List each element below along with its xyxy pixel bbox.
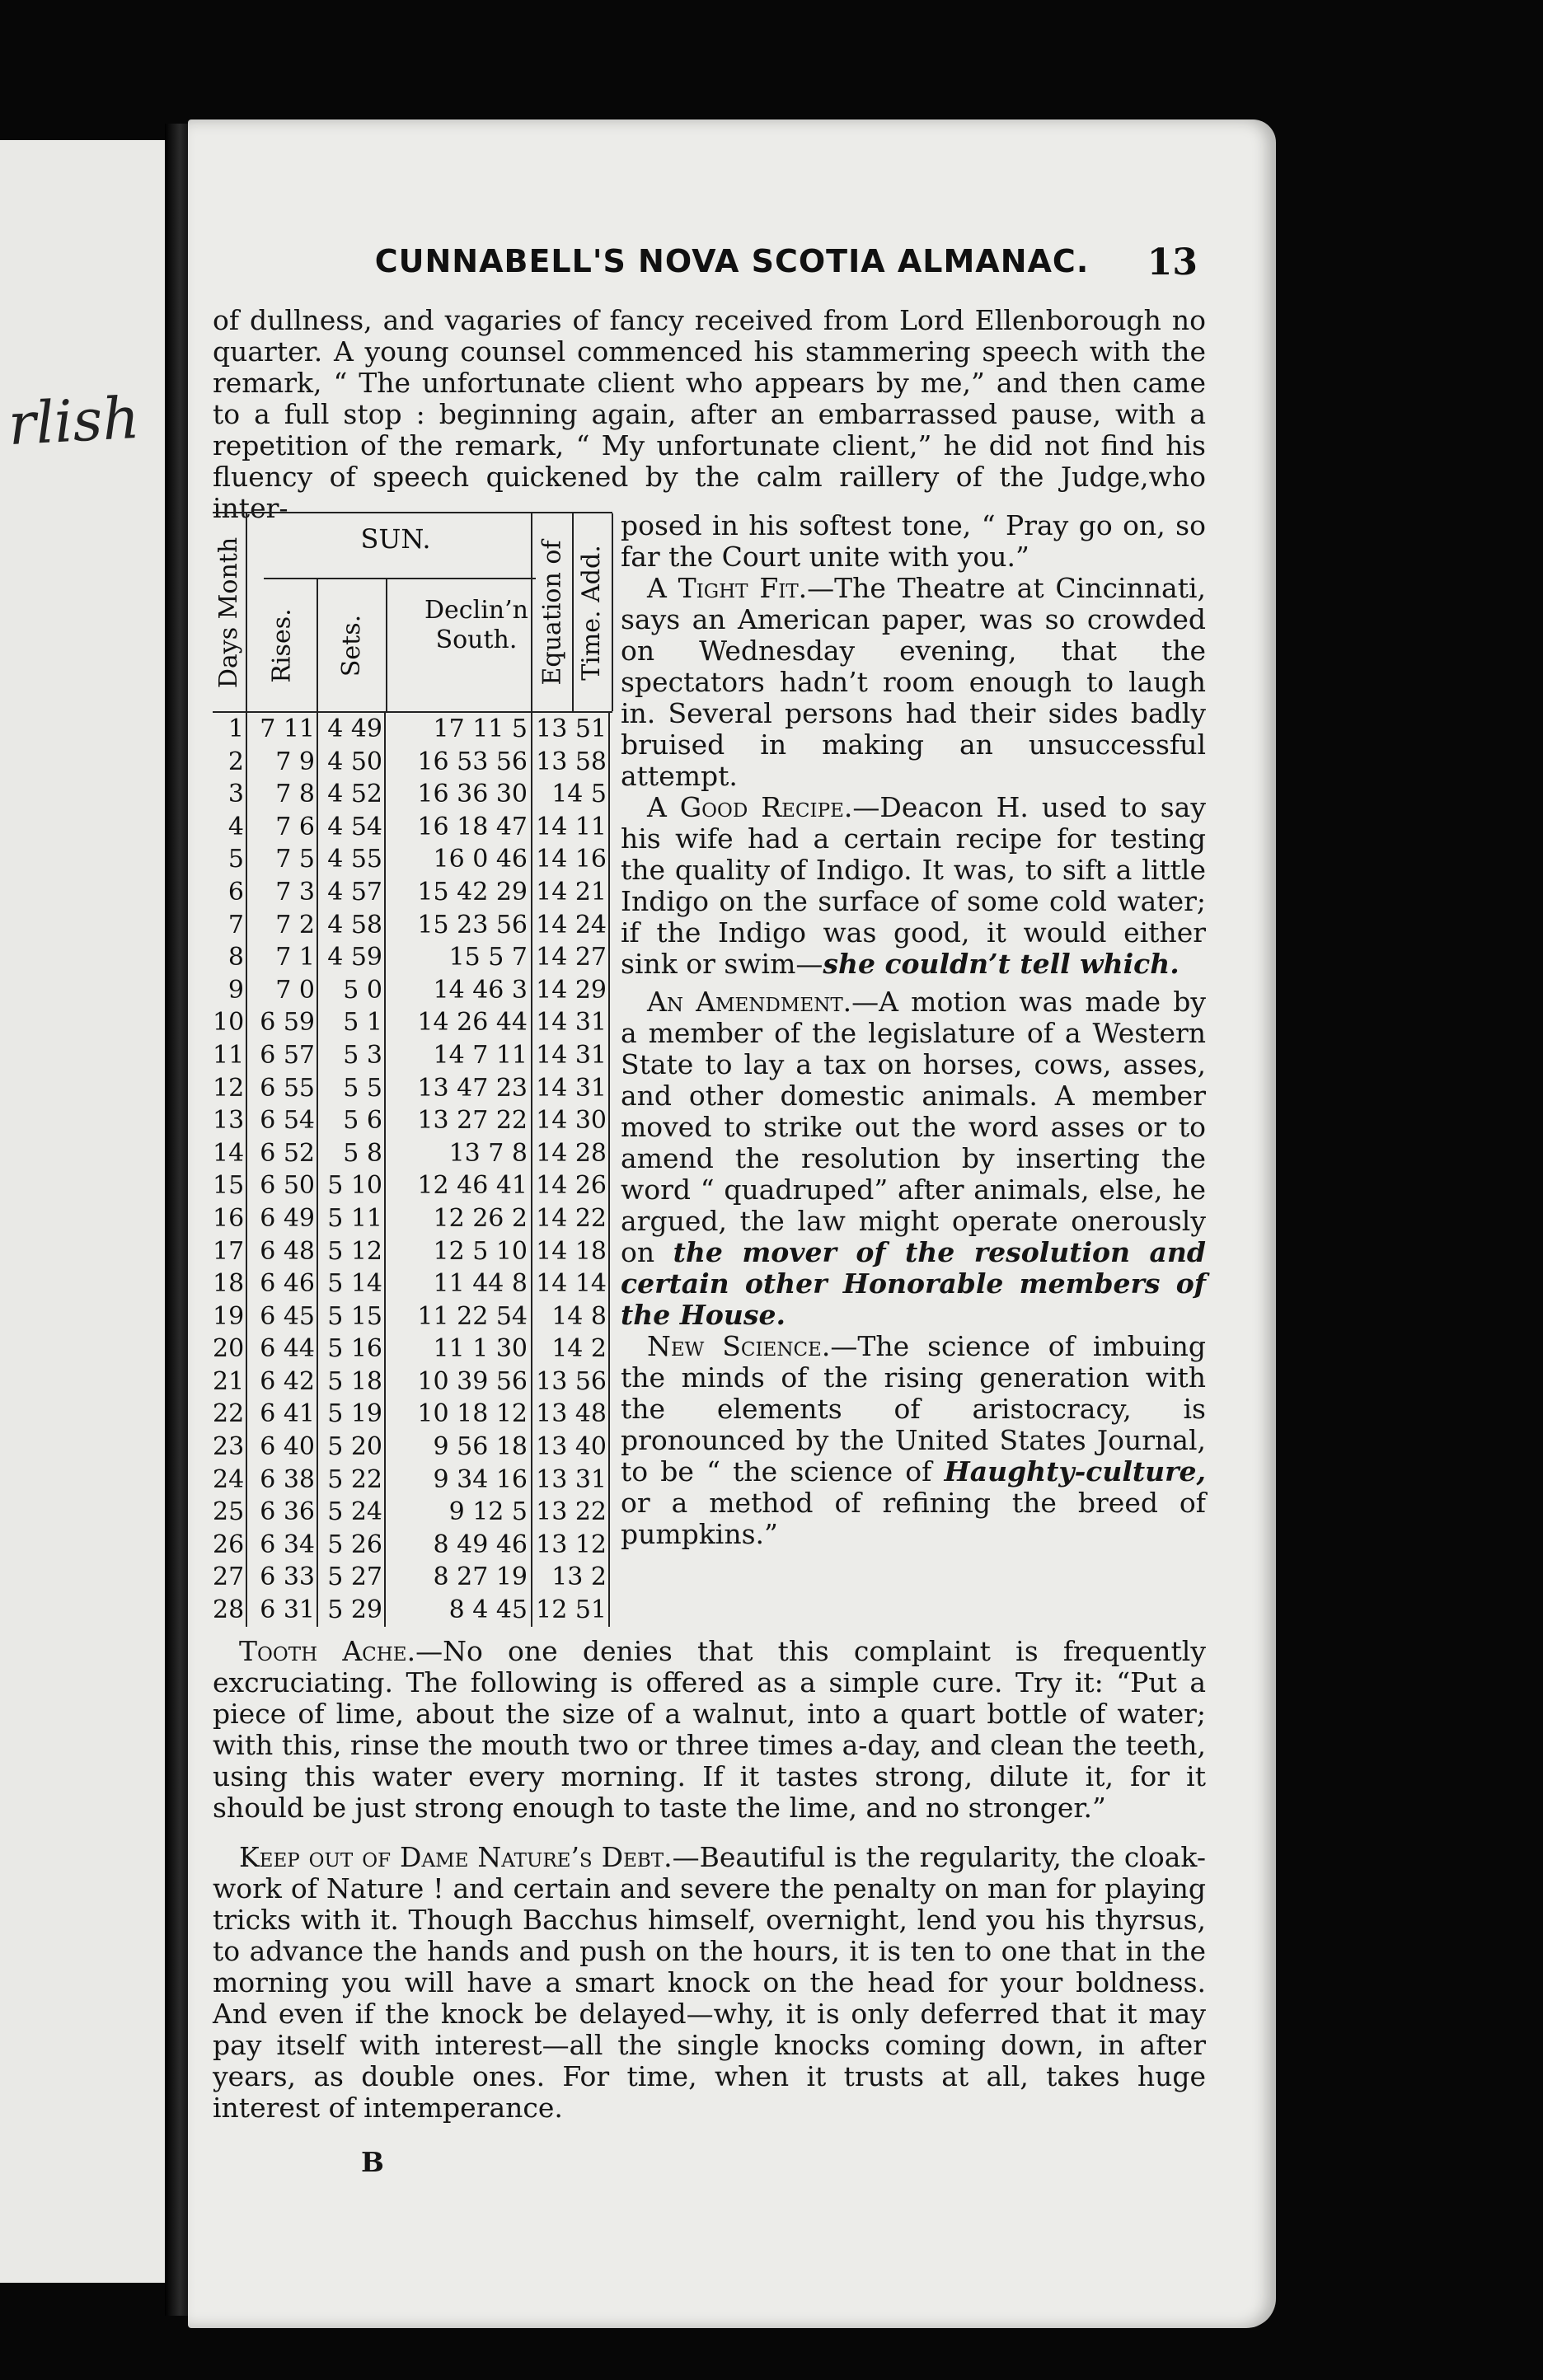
rises-cell: 6 57 — [260, 1040, 315, 1070]
sun-table — [213, 512, 612, 1627]
rises-cell: 7 0 — [275, 975, 315, 1005]
sets-cell: 4 59 — [317, 941, 384, 974]
declination-cell: 12 5 10 — [384, 1235, 531, 1268]
signature-mark: B — [361, 2146, 384, 2178]
declination-cell: 9 12 5 — [384, 1496, 531, 1529]
equation-cell: 13 31 — [531, 1464, 610, 1497]
article-good-recipe: A Good Recipe.—Deacon H. used to say his wife had a certain recipe for testing the quality of Indigo. It was, to sift a little Indigo on the surface of some cold water; if the Indigo was good, it would either sink or swim—she couldn’t tell which. — [621, 791, 1206, 980]
equation-cell: 13 2 — [531, 1561, 610, 1594]
day-cell: 23 — [213, 1431, 247, 1464]
sets-cell: 5 12 — [317, 1235, 384, 1268]
declination-cell: 14 46 3 — [384, 974, 531, 1007]
table-row — [213, 746, 612, 779]
equation-cell: 13 22 — [531, 1496, 610, 1529]
declination-cell: 8 27 19 — [384, 1561, 531, 1594]
table-row — [213, 1300, 612, 1333]
article-tooth-ache: Tooth Ache.—No one denies that this complaint is frequently excruciating. The following is offered as a simple cure. Try it: “Put a piece of lime, about the size of a walnut, into a quart bottle of water; with this, rinse the mouth two or three times a-day, and clean the teeth, using this water every morning. If it tastes strong, dilute it, for it should be just strong enough to taste the lime, and no stronger.” — [213, 1635, 1206, 1824]
equation-cell: 14 16 — [531, 843, 610, 876]
page-number: 13 — [1147, 241, 1198, 283]
table-row — [213, 1104, 612, 1137]
table-row — [213, 909, 612, 942]
sun-header: SUN. — [360, 523, 431, 555]
equation-cell: 14 21 — [531, 876, 610, 909]
rises-cell: 7 9 — [275, 747, 315, 776]
sets-cell: 5 26 — [317, 1529, 384, 1562]
declination-header: Declin’n South. — [424, 596, 528, 654]
article-dame-nature: Keep out of Dame Nature’s Debt.—Beautiful is the regularity, the cloak-work of Nature ! and certain and severe the penalty on man for playing tricks with it. Though Bacchus himself, overnight, lend you his thyrsus, to advance the hands and push on the hours, it is ten to one that in the morning you will have a smart knock on the head for your boldness. And even if the knock be delayed—why, it is only deferred that it may pay itself with interest—all the single knocks coming down, in after years, as double ones. For time, when it trusts at all, takes huge interest of intemperance. — [213, 1841, 1206, 2124]
rises-header: Rises. — [267, 607, 297, 683]
equation-cell: 14 26 — [531, 1169, 610, 1202]
sets-cell: 5 19 — [317, 1398, 384, 1431]
rises-cell: 6 45 — [260, 1301, 315, 1331]
equation-cell: 13 40 — [531, 1431, 610, 1464]
table-row — [213, 1398, 612, 1431]
paragraph-ellenborough: of dullness, and vagaries of fancy received from Lord Ellenborough no quarter. A young counsel commenced his stammering speech with the remark, “ The unfortunate client who appears by me,” and then came to a full stop : beginning again, after an embarrassed pause, with a repetition of the remark, “ My unfortunate client,” he did not find his fluency of speech quickened by the calm raillery of the Judge,who inter- — [213, 304, 1206, 524]
table-row — [213, 1137, 612, 1170]
declination-cell: 15 23 56 — [384, 909, 531, 942]
table-row — [213, 1072, 612, 1105]
left-page-edge — [0, 140, 170, 2283]
equation-cell: 14 28 — [531, 1137, 610, 1170]
day-cell: 28 — [213, 1594, 247, 1627]
declination-cell: 8 49 46 — [384, 1529, 531, 1562]
rises-cell: 6 44 — [260, 1334, 315, 1364]
day-cell: 25 — [213, 1496, 247, 1529]
tight-fit-title: A Tight Fit. — [647, 572, 808, 604]
equation-cell: 14 29 — [531, 974, 610, 1007]
sets-cell: 5 5 — [317, 1072, 384, 1105]
day-cell: 17 — [213, 1235, 247, 1268]
day-cell: 16 — [213, 1202, 247, 1235]
declination-cell: 11 44 8 — [384, 1267, 531, 1300]
equation-cell: 13 51 — [531, 713, 610, 746]
day-cell: 5 — [213, 843, 247, 876]
equation-cell: 12 51 — [531, 1594, 610, 1627]
declination-cell: 13 27 22 — [384, 1104, 531, 1137]
rises-cell: 7 2 — [275, 910, 315, 939]
declination-cell: 16 0 46 — [384, 843, 531, 876]
equation-cell: 14 18 — [531, 1235, 610, 1268]
equation-cell: 13 56 — [531, 1366, 610, 1398]
rises-cell: 6 40 — [260, 1432, 315, 1462]
equation-cell: 14 14 — [531, 1267, 610, 1300]
rises-cell: 6 34 — [260, 1530, 315, 1559]
table-row — [213, 713, 612, 746]
table-row — [213, 1464, 612, 1497]
table-row — [213, 778, 612, 811]
running-title: CUNNABELL'S NOVA SCOTIA ALMANAC. — [374, 243, 1090, 279]
day-cell: 21 — [213, 1366, 247, 1398]
day-cell: 14 — [213, 1137, 247, 1170]
sets-cell: 5 29 — [317, 1594, 384, 1627]
rises-cell: 7 1 — [275, 943, 315, 972]
declination-cell: 12 26 2 — [384, 1202, 531, 1235]
equation-cell: 14 31 — [531, 1072, 610, 1105]
day-cell: 9 — [213, 974, 247, 1007]
day-cell: 4 — [213, 811, 247, 844]
declination-cell: 11 1 30 — [384, 1333, 531, 1366]
equation-cell: 14 31 — [531, 1039, 610, 1072]
rises-cell: 7 3 — [275, 877, 315, 907]
day-cell: 11 — [213, 1039, 247, 1072]
rises-cell: 6 54 — [260, 1106, 315, 1136]
rises-cell: 6 38 — [260, 1464, 315, 1494]
sets-cell: 4 57 — [317, 876, 384, 909]
rises-cell: 6 48 — [260, 1236, 315, 1266]
paragraph-ellenborough-cont: posed in his softest tone, “ Pray go on, so far the Court unite with you.” — [621, 509, 1206, 573]
sets-cell: 5 14 — [317, 1267, 384, 1300]
declination-cell: 13 47 23 — [384, 1072, 531, 1105]
article-amendment: An Amendment.—A motion was made by a member of the legislature of a Western State to lay a tax on horses, cows, asses, and other domestic animals. A member moved to strike out the word asses or to amend the resolution by inserting the word “ quadruped” after animals, else, he argued, the law might operate onerously on the mover of the resolution and certain other Honorable members of the House. — [621, 986, 1206, 1331]
time-add-header: Time. Add. — [570, 513, 613, 711]
equation-cell: 14 31 — [531, 1006, 610, 1039]
table-row — [213, 811, 612, 844]
declination-cell: 16 53 56 — [384, 746, 531, 779]
equation-cell: 13 48 — [531, 1398, 610, 1431]
dame-nature-title: Keep out of Dame Nature’s Debt. — [239, 1841, 673, 1873]
day-cell: 8 — [213, 941, 247, 974]
declination-cell: 13 7 8 — [384, 1137, 531, 1170]
equation-cell: 14 5 — [531, 778, 610, 811]
day-cell: 27 — [213, 1561, 247, 1594]
sets-header: Sets. — [317, 579, 387, 711]
table-row — [213, 1202, 612, 1235]
sets-cell: 5 27 — [317, 1561, 384, 1594]
sets-cell: 4 49 — [317, 713, 384, 746]
table-row — [213, 1235, 612, 1268]
days-month-header: Days Month — [213, 513, 247, 711]
rises-cell: 6 55 — [260, 1073, 315, 1103]
declination-cell: 17 11 5 — [384, 713, 531, 746]
table-row — [213, 1333, 612, 1366]
sets-cell: 4 54 — [317, 811, 384, 844]
sets-cell: 5 8 — [317, 1137, 384, 1170]
sets-cell: 5 24 — [317, 1496, 384, 1529]
table-row — [213, 1496, 612, 1529]
rises-cell: 7 5 — [275, 845, 315, 874]
tooth-ache-title: Tooth Ache. — [239, 1635, 416, 1667]
sets-cell: 5 6 — [317, 1104, 384, 1137]
rises-cell: 6 41 — [260, 1399, 315, 1429]
table-row — [213, 941, 612, 974]
rises-cell: 7 8 — [275, 780, 315, 809]
handwritten-fragment: rlish — [6, 383, 142, 459]
sets-cell: 5 18 — [317, 1366, 384, 1398]
declination-cell: 12 46 41 — [384, 1169, 531, 1202]
day-cell: 19 — [213, 1300, 247, 1333]
declination-cell: 16 18 47 — [384, 811, 531, 844]
day-cell: 10 — [213, 1006, 247, 1039]
declination-cell: 14 7 11 — [384, 1039, 531, 1072]
day-cell: 1 — [213, 713, 247, 746]
declination-cell: 15 42 29 — [384, 876, 531, 909]
equation-cell: 13 58 — [531, 746, 610, 779]
table-row — [213, 876, 612, 909]
good-recipe-title: A Good Recipe. — [647, 791, 853, 823]
sets-cell: 5 22 — [317, 1464, 384, 1497]
table-row — [213, 1039, 612, 1072]
day-cell: 12 — [213, 1072, 247, 1105]
sets-cell: 5 11 — [317, 1202, 384, 1235]
sets-cell: 5 10 — [317, 1169, 384, 1202]
sets-cell: 4 52 — [317, 778, 384, 811]
table-row — [213, 1006, 612, 1039]
equation-cell: 14 22 — [531, 1202, 610, 1235]
day-cell: 26 — [213, 1529, 247, 1562]
declination-cell: 10 39 56 — [384, 1366, 531, 1398]
almanac-page — [188, 119, 1276, 2328]
equation-cell: 13 12 — [531, 1529, 610, 1562]
equation-header: Equation of — [531, 513, 574, 711]
book-spine — [165, 124, 190, 2316]
rises-cell: 6 50 — [260, 1171, 315, 1201]
rises-cell: 6 49 — [260, 1203, 315, 1233]
declination-cell: 16 36 30 — [384, 778, 531, 811]
table-row — [213, 1169, 612, 1202]
sets-cell: 4 55 — [317, 843, 384, 876]
rises-cell: 6 46 — [260, 1269, 315, 1299]
sets-cell: 5 20 — [317, 1431, 384, 1464]
sets-cell: 5 0 — [317, 974, 384, 1007]
equation-cell: 14 30 — [531, 1104, 610, 1137]
rises-cell: 6 31 — [260, 1595, 315, 1625]
rises-cell: 6 59 — [260, 1008, 315, 1038]
equation-cell: 14 8 — [531, 1300, 610, 1333]
sets-cell: 4 50 — [317, 746, 384, 779]
day-cell: 24 — [213, 1464, 247, 1497]
declination-cell: 9 56 18 — [384, 1431, 531, 1464]
day-cell: 6 — [213, 876, 247, 909]
table-row — [213, 1431, 612, 1464]
sets-cell: 5 1 — [317, 1006, 384, 1039]
sets-cell: 4 58 — [317, 909, 384, 942]
day-cell: 3 — [213, 778, 247, 811]
equation-cell: 14 24 — [531, 909, 610, 942]
new-science-title: New Science. — [647, 1330, 831, 1362]
day-cell: 20 — [213, 1333, 247, 1366]
table-header — [213, 512, 612, 713]
declination-cell: 14 26 44 — [384, 1006, 531, 1039]
rises-cell: 6 42 — [260, 1366, 315, 1396]
article-tight-fit: A Tight Fit.—The Theatre at Cincinnati, says an American paper, was so crowded on Wednesday evening, that the spectators hadn’t room enough to laugh in. Several persons had their sides badly bruised in making an unsuccessful attempt. — [621, 572, 1206, 792]
declination-cell: 10 18 12 — [384, 1398, 531, 1431]
table-row — [213, 1529, 612, 1562]
table-row — [213, 974, 612, 1007]
rises-cell: 7 11 — [260, 714, 315, 743]
declination-cell: 8 4 45 — [384, 1594, 531, 1627]
declination-cell: 11 22 54 — [384, 1300, 531, 1333]
table-row — [213, 1561, 612, 1594]
table-row — [213, 1267, 612, 1300]
day-cell: 2 — [213, 746, 247, 779]
rises-cell: 7 6 — [275, 812, 315, 841]
sets-cell: 5 15 — [317, 1300, 384, 1333]
table-row — [213, 843, 612, 876]
amendment-title: An Amendment. — [647, 986, 852, 1018]
declination-cell: 15 5 7 — [384, 941, 531, 974]
rises-cell: 6 33 — [260, 1562, 315, 1592]
article-new-science: New Science.—The science of imbuing the minds of the rising generation with the elements of aristocracy, is pronounced by the United States Journal, to be “ the science of Haughty-culture, or a method of refining the breed of pumpkins.” — [621, 1330, 1206, 1550]
equation-cell: 14 2 — [531, 1333, 610, 1366]
rises-cell: 6 52 — [260, 1138, 315, 1168]
equation-cell: 14 11 — [531, 811, 610, 844]
declination-cell: 9 34 16 — [384, 1464, 531, 1497]
table-row — [213, 1366, 612, 1398]
day-cell: 22 — [213, 1398, 247, 1431]
day-cell: 18 — [213, 1267, 247, 1300]
sets-cell: 5 16 — [317, 1333, 384, 1366]
day-cell: 15 — [213, 1169, 247, 1202]
right-column — [621, 510, 1206, 1550]
sets-cell: 5 3 — [317, 1039, 384, 1072]
table-body — [213, 713, 612, 1627]
rises-cell: 6 36 — [260, 1497, 315, 1527]
day-cell: 13 — [213, 1104, 247, 1137]
equation-cell: 14 27 — [531, 941, 610, 974]
day-cell: 7 — [213, 909, 247, 942]
table-row — [213, 1594, 612, 1627]
